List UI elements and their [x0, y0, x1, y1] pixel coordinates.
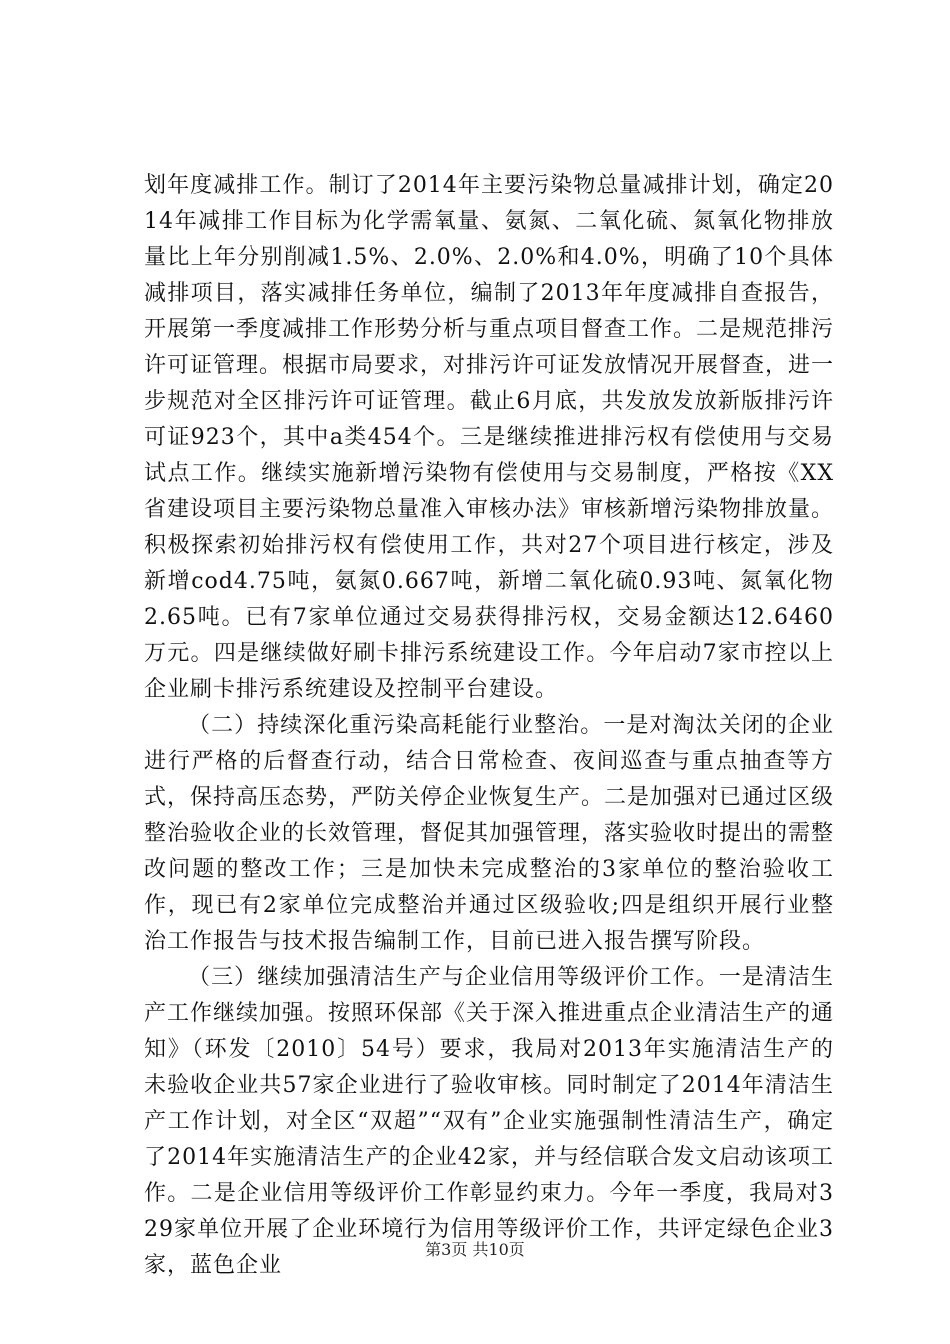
- paragraph-emission-reduction: 划年度减排工作。制订了2014年主要污染物总量减排计划，确定2014年减排工作目标为化学需氧量、氨氮、二氧化硫、氮氧化物排放量比上年分别削减1.5%、2.0%、2.0%和4.0%，明确了10个具体减排项目，落实减排任务单位，编制了2013年年度减排自查报告，开展第一季度减排工作形势分析与重点项目督查工作。二是规范排污许可证管理。根据市局要求，对排污许可证发放情况开展督查，进一步规范对全区排污许可证管理。截止6月底，共发放发放新版排污许可证923个，其中a类454个。三是继续推进排污权有偿使用与交易试点工作。继续实施新增污染物有偿使用与交易制度，严格按《XX省建设项目主要污染物总量准入审核办法》审核新增污染物排放量。积极探索初始排污权有偿使用工作，共对27个项目进行核定，涉及新增cod4.75吨，氨氮0.667吨，新增二氧化硫0.93吨、氮氧化物2.65吨。已有7家单位通过交易获得排污权，交易金额达12.6460万元。四是继续做好刷卡排污系统建设工作。今年启动7家市控以上企业刷卡排污系统建设及控制平台建设。: [144, 173, 835, 702]
- paragraph-industry-rectification: （二）持续深化重污染高耗能行业整治。一是对淘汰关闭的企业进行严格的后督查行动，结合日常检查、夜间巡查与重点抽查等方式，保持高压态势，严防关停企业恢复生产。二是加强对已通过区级整治验收企业的长效管理，督促其加强管理，落实验收时提出的需整改问题的整改工作；三是加快未完成整治的3家单位的整治验收工作，现已有2家单位完成整治并通过区级验收;四是组织开展行业整治工作报告与技术报告编制工作，目前已进入报告撰写阶段。: [144, 713, 835, 954]
- document-body: [144, 168, 834, 1284]
- paragraph-clean-production: （三）继续加强清洁生产与企业信用等级评价工作。一是清洁生产工作继续加强。按照环保部《关于深入推进重点企业清洁生产的通知》（环发〔2010〕54号）要求，我局对2013年实施清洁生产的未验收企业共57家企业进行了验收审核。同时制定了2014年清洁生产工作计划，对全区“双超”“双有”企业实施强制性清洁生产，确定了2014年实施清洁生产的企业42家，并与经信联合发文启动该项工作。二是企业信用等级评价工作彰显约束力。今年一季度，我局对329家单位开展了企业环境行为信用等级评价工作，共评定绿色企业3家，蓝色企业: [144, 965, 835, 1278]
- page-number-footer: 第3页 共10页: [425, 1240, 525, 1259]
